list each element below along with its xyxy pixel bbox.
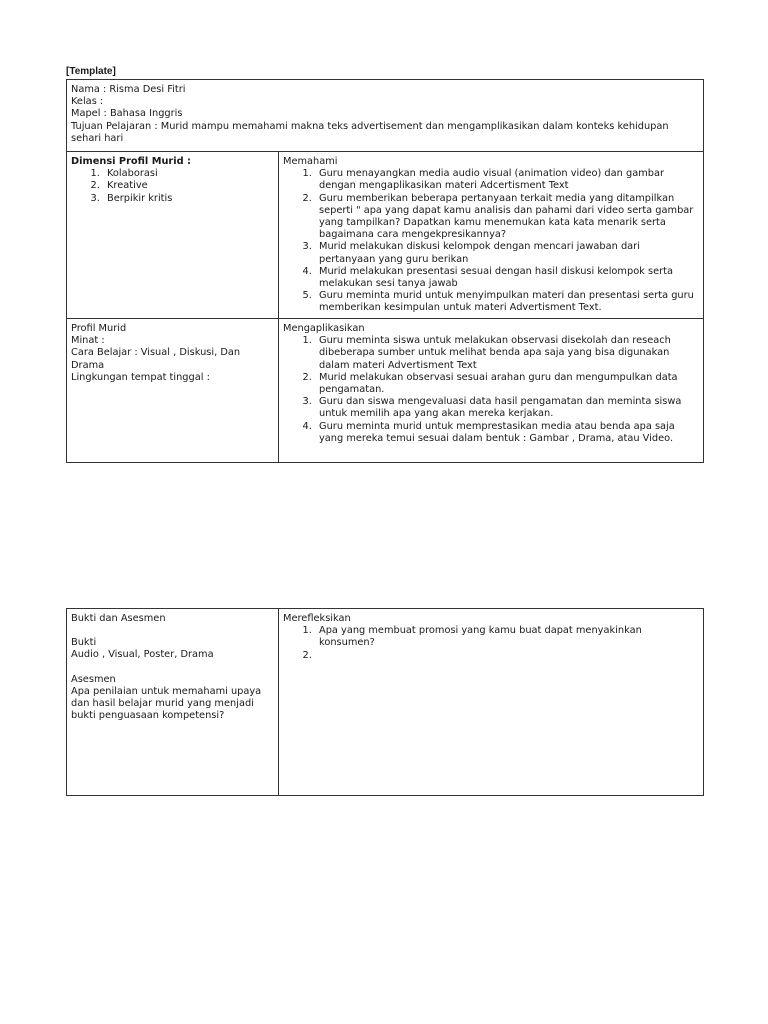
list-item: 3. Berpikir kritis	[103, 193, 274, 205]
bukti-cell	[67, 609, 279, 796]
template-label: [Template]	[66, 66, 116, 77]
list-item: 4. Murid melakukan presentasi sesuai dengan hasil diskusi kelompok serta melakukan sesi tanya jawab	[315, 266, 699, 290]
memahami-cell	[279, 152, 704, 319]
asesmen-label: Asesmen	[71, 673, 116, 685]
list-item: 1. Apa yang membuat promosi yang kamu buat dapat menyakinkan konsumen?	[315, 625, 699, 649]
nama-line: Nama : Risma Desi Fitri	[71, 84, 186, 95]
header-cell	[67, 80, 704, 152]
kelas-line: Kelas :	[71, 96, 104, 108]
memahami-title: Memahami	[283, 156, 338, 167]
profil-row	[67, 319, 704, 463]
memahami-list	[283, 168, 699, 314]
list-item: 1. Guru menayangkan media audio visual (animation video) dan gambar dengan mengaplikasikan materi Adcertisment Text	[315, 168, 699, 192]
mengaplikasikan-cell	[279, 319, 704, 463]
profil-title: Profil Murid	[71, 323, 127, 334]
assessment-table	[66, 608, 704, 796]
list-item: 1. Kolaborasi	[103, 168, 274, 180]
tujuan-line: Tujuan Pelajaran : Murid mampu memahami makna teks advertisement dan mengamplikasikan dalam konteks kehidupan sehari hari	[71, 120, 669, 144]
merefleksikan-list	[283, 625, 699, 662]
asesmen-value: Apa penilaian untuk memahami upaya dan hasil belajar murid yang menjadi bukti penguasaan kompetensi?	[71, 685, 262, 722]
mengaplikasikan-title: Mengaplikasikan	[283, 323, 365, 334]
lesson-plan-table	[66, 79, 704, 463]
bukti-value: Audio , Visual, Poster, Drama	[71, 649, 214, 661]
list-item: 4. Guru meminta murid untuk memprestasikan media atau benda apa saja yang mereka temui sesuai dalam bentuk : Gambar , Drama, atau Video.	[315, 421, 699, 445]
dimensi-cell	[67, 152, 279, 319]
list-item: 2. Murid melakukan observasi sesuai arahan guru dan mengumpulkan data pengamatan.	[315, 372, 699, 396]
list-item: 3. Guru dan siswa mengevaluasi data hasil pengamatan dan meminta siswa untuk memilih apa yang akan mereka kerjakan.	[315, 396, 699, 420]
minat-line: Minat :	[71, 335, 105, 347]
list-item: 3. Murid melakukan diskusi kelompok dengan mencari jawaban dari pertanyaan yang guru berikan	[315, 241, 699, 265]
list-item: 5. Guru meminta murid untuk menyimpulkan materi dan presentasi serta guru memberikan kesimpulan untuk materi Advertisment Text.	[315, 290, 699, 314]
list-item: 2. Guru memberikan beberapa pertanyaan terkait media yang ditampilkan seperti " apa yang dapat kamu analisis dan pahami dari video serta gambar yang tampilkan? Dapatkan kamu menemukan kata kata menarik serta bagaimana cara mengekpresikannya?	[315, 193, 699, 242]
list-item	[315, 650, 699, 662]
dimensi-row	[67, 152, 704, 319]
lingkungan-line: Lingkungan tempat tinggal :	[71, 371, 210, 383]
dimensi-list	[71, 168, 274, 205]
dimensi-title: Dimensi Profil Murid :	[71, 156, 191, 167]
mengaplikasikan-list	[283, 335, 699, 445]
bukti-label: Bukti	[71, 637, 97, 649]
merefleksikan-title: Merefleksikan	[283, 613, 351, 624]
list-item: 2. Kreative	[103, 180, 274, 192]
profil-cell	[67, 319, 279, 463]
cara-belajar-line: Cara Belajar : Visual , Diskusi, Dan Drama	[71, 347, 241, 371]
header-row	[67, 80, 704, 152]
bukti-title: Bukti dan Asesmen	[71, 613, 166, 624]
mapel-line: Mapel : Bahasa Inggris	[71, 108, 183, 120]
merefleksikan-cell	[279, 609, 704, 796]
bukti-row	[67, 609, 704, 796]
list-item: 1. Guru meminta siswa untuk melakukan observasi disekolah dan reseach dibeberapa sumber untuk melihat benda apa saja yang bisa digunakan dalam materi Advertisment Text	[315, 335, 699, 372]
